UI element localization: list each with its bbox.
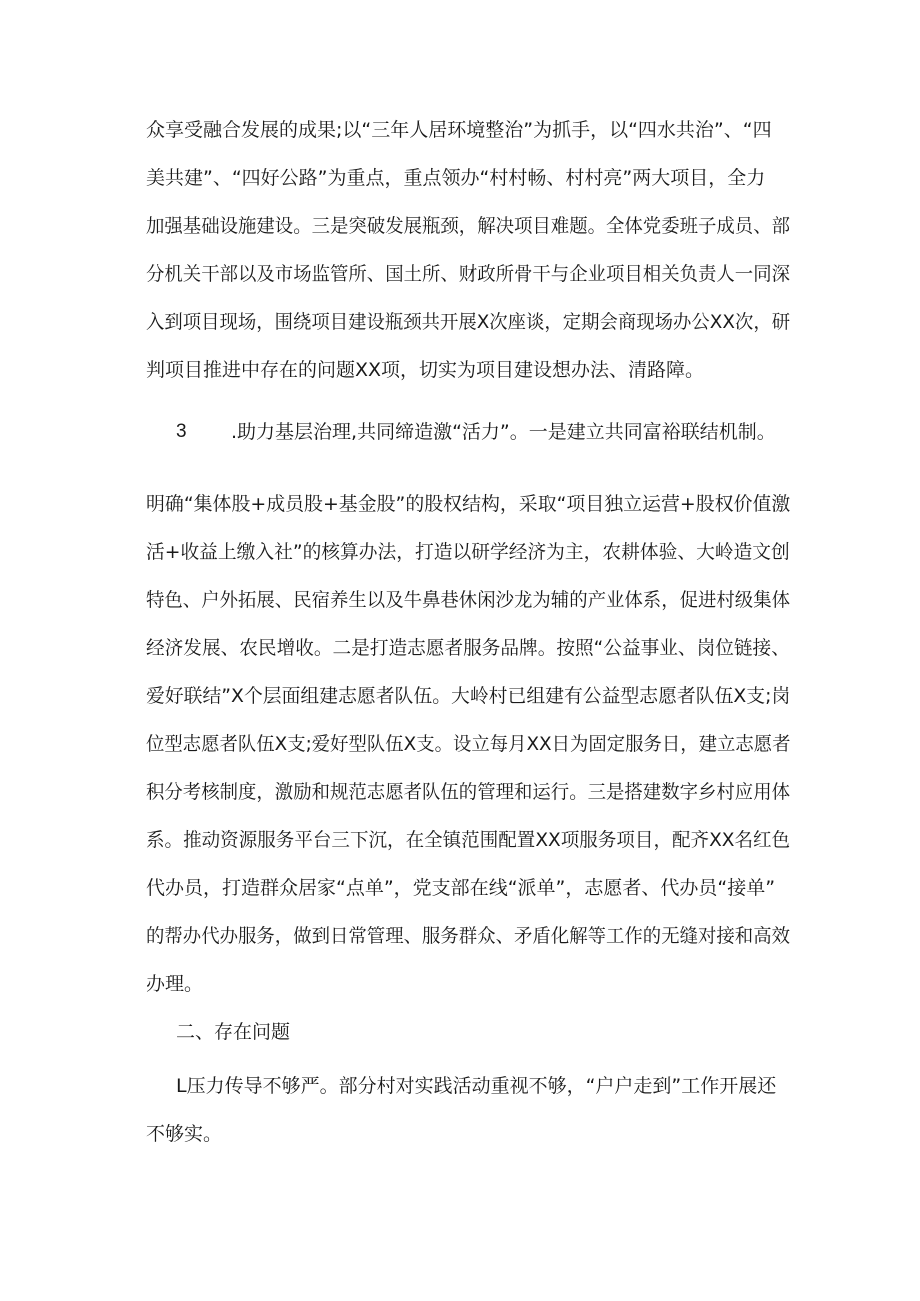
paragraph2-line: 特色、户外拓展、民宿养生以及牛鼻巷休闲沙龙为辅的产业体系，促进村级集体: [146, 589, 791, 611]
paragraph1-line: 分机关干部以及市场监管所、国土所、财政所骨干与企业项目相关负责人一同深: [146, 263, 791, 285]
paragraph2-line: 爱好联结”X个层面组建志愿者队伍。大岭村已组建有公益型志愿者队伍X支;岗: [146, 685, 791, 707]
item-heading: .助力基层治理,共同缔造激“活力”。一是建立共同富裕联结机制。: [231, 421, 776, 443]
paragraph2-line: 明确“集体股+成员股+基金股”的股权结构，采取“项目独立运营+股权价值激: [146, 493, 791, 515]
issue1-line: 不够实。: [146, 1123, 223, 1145]
paragraph1-line: 判项目推进中存在的问题XX项，切实为项目建设想办法、清路障。: [146, 359, 705, 381]
paragraph1-line: 美共建”、“四好公路”为重点，重点领办“村村畅、村村亮”两大项目，全力: [146, 167, 766, 189]
section-heading: 二、存在问题: [176, 1021, 291, 1043]
paragraph1-line: 众享受融合发展的成果;以“三年人居环境整治”为抓手，以“四水共治”、“四: [146, 119, 772, 141]
paragraph2-line: 活+收益上缴入社”的核算办法，打造以研学经济为主，农耕体验、大岭造文创: [146, 541, 790, 563]
paragraph1-line: 入到项目现场，围绕项目建设瓶颈共开展X次座谈，定期会商现场办公XX次，研: [146, 311, 791, 333]
paragraph2-line: 办理。: [146, 973, 204, 995]
paragraph1-line: 加强基础设施建设。三是突破发展瓶颈，解决项目难题。全体党委班子成员、部: [146, 215, 791, 237]
paragraph2-line: 积分考核制度，激励和规范志愿者队伍的管理和运行。三是搭建数字乡村应用体: [146, 781, 791, 803]
paragraph2-line: 位型志愿者队伍X支;爱好型队伍X支。设立每月XX日为固定服务日，建立志愿者: [146, 733, 791, 755]
paragraph2-line: 代办员，打造群众居家“点单”，党支部在线“派单”，志愿者、代办员“接单”: [146, 877, 776, 899]
paragraph2-line: 系。推动资源服务平台三下沉，在全镇范围配置XX项服务项目，配齐XX名红色: [146, 829, 791, 851]
paragraph2-line: 经济发展、农民增收。二是打造志愿者服务品牌。按照“公益事业、岗位链接、: [146, 637, 790, 659]
issue1-line: L压力传导不够严。部分村对实践活动重视不够，“户户走到”工作开展还: [176, 1075, 777, 1097]
item-number: 3: [176, 421, 187, 442]
paragraph2-line: 的帮办代办服务，做到日常管理、服务群众、矛盾化解等工作的无缝对接和高效: [146, 925, 791, 947]
